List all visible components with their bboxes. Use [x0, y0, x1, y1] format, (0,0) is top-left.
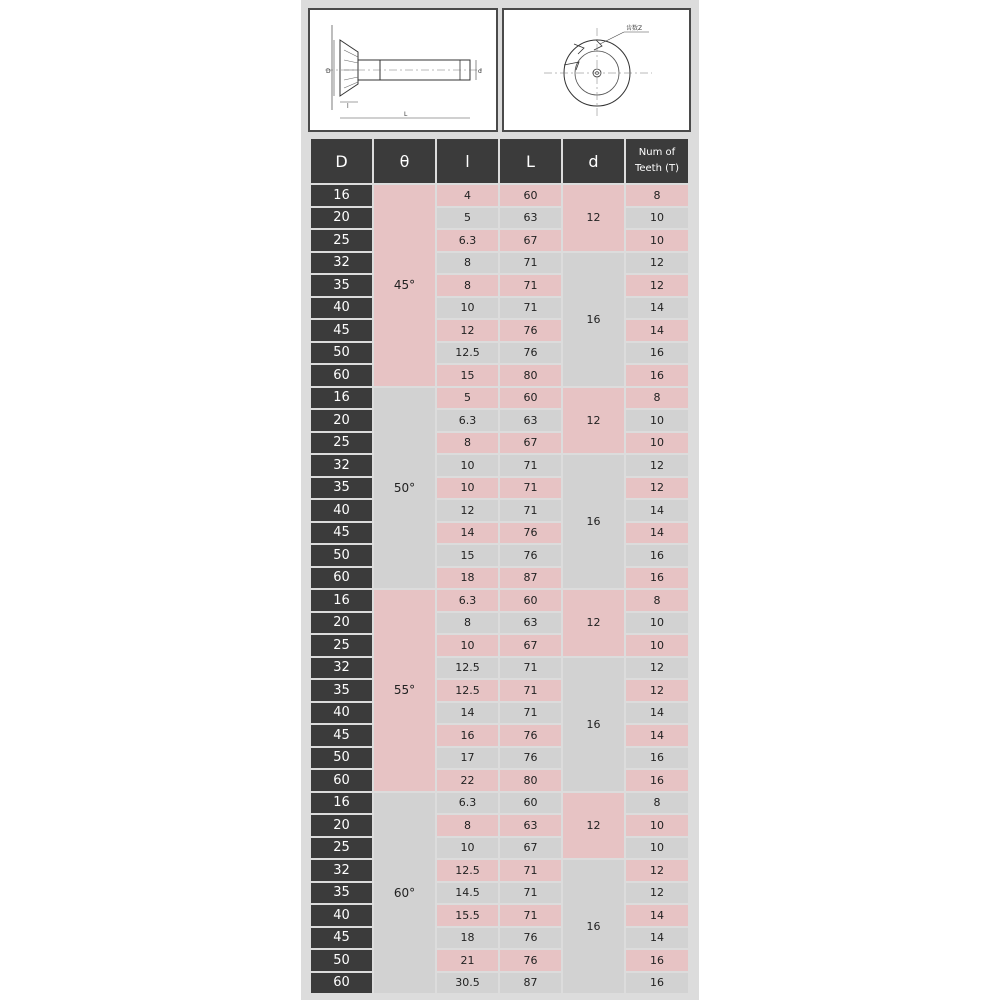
total-length-cell: 63 [500, 208, 561, 229]
table-row [311, 770, 688, 791]
edge-length-cell: 12.5 [437, 658, 498, 679]
edge-length-cell: 22 [437, 770, 498, 791]
edge-length-cell: 8 [437, 613, 498, 634]
teeth-cell: 14 [626, 523, 688, 544]
shank-label: d [478, 68, 482, 75]
teeth-cell: 16 [626, 973, 688, 994]
table-row [311, 545, 688, 566]
side-view-drawing [308, 8, 498, 132]
table-row [311, 635, 688, 656]
table-row [311, 433, 688, 454]
edge-length-cell: 12 [437, 500, 498, 521]
diameter-cell: 45 [311, 320, 372, 341]
teeth-cell: 16 [626, 770, 688, 791]
table-row [311, 950, 688, 971]
diameter-cell: 20 [311, 613, 372, 634]
total-length-cell: 71 [500, 883, 561, 904]
total-length-cell: 60 [500, 388, 561, 409]
total-length-cell: 71 [500, 905, 561, 926]
front-view-svg [504, 10, 689, 130]
diameter-cell: 32 [311, 658, 372, 679]
edge-length-cell: 12.5 [437, 680, 498, 701]
edge-length-cell: 5 [437, 208, 498, 229]
teeth-cell: 16 [626, 343, 688, 364]
edge-length-cell: 6.3 [437, 793, 498, 814]
table-row [311, 320, 688, 341]
edge-length-cell: 6.3 [437, 590, 498, 611]
total-length-cell: 71 [500, 478, 561, 499]
teeth-cell: 16 [626, 545, 688, 566]
teeth-cell: 14 [626, 500, 688, 521]
header-total-length: L [500, 139, 561, 183]
header-angle: θ [374, 139, 435, 183]
edge-length-cell: 10 [437, 635, 498, 656]
header-teeth-line2: Teeth (T) [634, 163, 680, 174]
diameter-cell: 16 [311, 590, 372, 611]
teeth-cell: 12 [626, 658, 688, 679]
table-row [311, 455, 688, 476]
diameter-cell: 50 [311, 343, 372, 364]
header-shank: d [563, 139, 624, 183]
total-length-cell: 71 [500, 500, 561, 521]
total-length-cell: 76 [500, 928, 561, 949]
table-header-row [311, 139, 688, 183]
total-length-cell: 71 [500, 275, 561, 296]
teeth-cell: 14 [626, 320, 688, 341]
table-row [311, 275, 688, 296]
angle-cell: 60° [374, 793, 435, 994]
diameter-cell: 40 [311, 500, 372, 521]
total-length-cell: 63 [500, 410, 561, 431]
diameter-cell: 35 [311, 680, 372, 701]
total-length-cell: 80 [500, 770, 561, 791]
diameter-cell: 50 [311, 748, 372, 769]
edge-length-cell: 8 [437, 815, 498, 836]
shank-cell: 12 [563, 185, 624, 251]
teeth-cell: 10 [626, 613, 688, 634]
edge-length-cell: 12.5 [437, 860, 498, 881]
diameter-cell: 25 [311, 838, 372, 859]
table-row [311, 208, 688, 229]
front-view-drawing [502, 8, 691, 132]
diameter-cell: 32 [311, 253, 372, 274]
total-length-cell: 87 [500, 568, 561, 589]
edge-length-cell: 10 [437, 455, 498, 476]
edge-length-cell: 6.3 [437, 230, 498, 251]
diameter-cell: 20 [311, 208, 372, 229]
diameter-cell: 60 [311, 770, 372, 791]
diameter-cell: 16 [311, 185, 372, 206]
teeth-cell: 10 [626, 433, 688, 454]
total-length-cell: 80 [500, 365, 561, 386]
edge-length-cell: 5 [437, 388, 498, 409]
diameter-cell: 60 [311, 973, 372, 994]
table-row [311, 725, 688, 746]
edge-length-cell: 17 [437, 748, 498, 769]
shank-cell: 16 [563, 455, 624, 588]
teeth-cell: 12 [626, 455, 688, 476]
diameter-cell: 20 [311, 410, 372, 431]
teeth-cell: 10 [626, 230, 688, 251]
edge-length-cell: 8 [437, 253, 498, 274]
total-length-cell: 87 [500, 973, 561, 994]
diameter-cell: 35 [311, 478, 372, 499]
teeth-cell: 10 [626, 838, 688, 859]
table-row [311, 365, 688, 386]
table-row [311, 613, 688, 634]
edge-length-cell: 14 [437, 523, 498, 544]
diameter-cell: 25 [311, 230, 372, 251]
total-length-cell: 71 [500, 658, 561, 679]
diameter-cell: 40 [311, 905, 372, 926]
total-length-cell: 71 [500, 253, 561, 274]
total-length-cell: 76 [500, 320, 561, 341]
teeth-cell: 8 [626, 185, 688, 206]
edge-length-cell: 10 [437, 298, 498, 319]
teeth-cell: 14 [626, 928, 688, 949]
diameter-cell: 16 [311, 793, 372, 814]
total-length-cell: 60 [500, 590, 561, 611]
table-row [311, 500, 688, 521]
total-length-cell: 71 [500, 455, 561, 476]
teeth-cell: 12 [626, 253, 688, 274]
table-row [311, 230, 688, 251]
header-diameter: D [311, 139, 372, 183]
table-row [311, 928, 688, 949]
header-teeth-line1: Num of [638, 147, 676, 158]
edge-length-cell: 15 [437, 365, 498, 386]
shank-cell: 16 [563, 253, 624, 386]
diameter-cell: 35 [311, 883, 372, 904]
table-row [311, 973, 688, 994]
table-row [311, 883, 688, 904]
table-row [311, 590, 688, 611]
diameter-cell: 60 [311, 568, 372, 589]
table-row [311, 568, 688, 589]
table-row [311, 410, 688, 431]
diameter-cell: 50 [311, 545, 372, 566]
table-row [311, 815, 688, 836]
edge-length-cell: 18 [437, 568, 498, 589]
edge-length-cell: 14.5 [437, 883, 498, 904]
teeth-cell: 16 [626, 748, 688, 769]
diameter-cell: 45 [311, 523, 372, 544]
edge-length-cell: 8 [437, 275, 498, 296]
teeth-cell: 10 [626, 208, 688, 229]
edge-label: l [347, 103, 349, 110]
teeth-cell: 12 [626, 275, 688, 296]
teeth-count-label: 齿数Z [626, 25, 643, 32]
diameter-cell: 25 [311, 635, 372, 656]
teeth-cell: 12 [626, 680, 688, 701]
diameter-cell: 25 [311, 433, 372, 454]
teeth-cell: 12 [626, 860, 688, 881]
total-length-cell: 71 [500, 680, 561, 701]
diameter-cell: 50 [311, 950, 372, 971]
shank-cell: 16 [563, 860, 624, 993]
cutter-spec-table [309, 137, 690, 995]
edge-length-cell: 16 [437, 725, 498, 746]
header-teeth [626, 139, 688, 183]
edge-length-cell: 30.5 [437, 973, 498, 994]
diameter-cell: 45 [311, 725, 372, 746]
diameter-cell: 16 [311, 388, 372, 409]
table-row [311, 905, 688, 926]
header-edge-length: l [437, 139, 498, 183]
total-length-cell: 67 [500, 838, 561, 859]
total-length-cell: 60 [500, 185, 561, 206]
total-length-cell: 76 [500, 950, 561, 971]
diameter-cell: 35 [311, 275, 372, 296]
table-row [311, 748, 688, 769]
table-row [311, 703, 688, 724]
total-length-cell: 67 [500, 433, 561, 454]
teeth-cell: 16 [626, 568, 688, 589]
diameter-cell: 20 [311, 815, 372, 836]
table-row [311, 860, 688, 881]
edge-length-cell: 10 [437, 478, 498, 499]
length-label: L [404, 111, 408, 118]
table-row [311, 793, 688, 814]
edge-length-cell: 12 [437, 320, 498, 341]
total-length-cell: 60 [500, 793, 561, 814]
total-length-cell: 63 [500, 815, 561, 836]
edge-length-cell: 18 [437, 928, 498, 949]
total-length-cell: 71 [500, 703, 561, 724]
edge-length-cell: 10 [437, 838, 498, 859]
edge-length-cell: 8 [437, 433, 498, 454]
diameter-cell: 40 [311, 703, 372, 724]
diameter-label: D [326, 68, 331, 75]
teeth-cell: 14 [626, 905, 688, 926]
side-view-svg [310, 10, 496, 130]
diameter-cell: 32 [311, 860, 372, 881]
table-row [311, 253, 688, 274]
edge-length-cell: 14 [437, 703, 498, 724]
diameter-cell: 45 [311, 928, 372, 949]
total-length-cell: 67 [500, 230, 561, 251]
shank-cell: 12 [563, 590, 624, 656]
total-length-cell: 71 [500, 298, 561, 319]
shank-cell: 16 [563, 658, 624, 791]
teeth-cell: 10 [626, 635, 688, 656]
diameter-cell: 32 [311, 455, 372, 476]
teeth-cell: 16 [626, 365, 688, 386]
edge-length-cell: 6.3 [437, 410, 498, 431]
table-row [311, 298, 688, 319]
edge-length-cell: 21 [437, 950, 498, 971]
total-length-cell: 76 [500, 523, 561, 544]
table-row [311, 680, 688, 701]
total-length-cell: 76 [500, 545, 561, 566]
table-row [311, 478, 688, 499]
teeth-cell: 14 [626, 703, 688, 724]
edge-length-cell: 15.5 [437, 905, 498, 926]
teeth-cell: 8 [626, 793, 688, 814]
shank-cell: 12 [563, 388, 624, 454]
diameter-cell: 40 [311, 298, 372, 319]
diameter-cell: 60 [311, 365, 372, 386]
edge-length-cell: 12.5 [437, 343, 498, 364]
edge-length-cell: 4 [437, 185, 498, 206]
table-row [311, 838, 688, 859]
total-length-cell: 76 [500, 748, 561, 769]
total-length-cell: 63 [500, 613, 561, 634]
teeth-cell: 10 [626, 410, 688, 431]
teeth-cell: 8 [626, 590, 688, 611]
angle-cell: 55° [374, 590, 435, 791]
table-row [311, 658, 688, 679]
edge-length-cell: 15 [437, 545, 498, 566]
total-length-cell: 76 [500, 343, 561, 364]
teeth-cell: 14 [626, 725, 688, 746]
teeth-cell: 14 [626, 298, 688, 319]
teeth-cell: 12 [626, 478, 688, 499]
total-length-cell: 71 [500, 860, 561, 881]
teeth-cell: 12 [626, 883, 688, 904]
teeth-cell: 10 [626, 815, 688, 836]
shank-cell: 12 [563, 793, 624, 859]
teeth-cell: 16 [626, 950, 688, 971]
angle-cell: 45° [374, 185, 435, 386]
table-row [311, 523, 688, 544]
teeth-cell: 8 [626, 388, 688, 409]
table-row [311, 388, 688, 409]
total-length-cell: 67 [500, 635, 561, 656]
table-row [311, 343, 688, 364]
angle-cell: 50° [374, 388, 435, 589]
total-length-cell: 76 [500, 725, 561, 746]
table-row [311, 185, 688, 206]
